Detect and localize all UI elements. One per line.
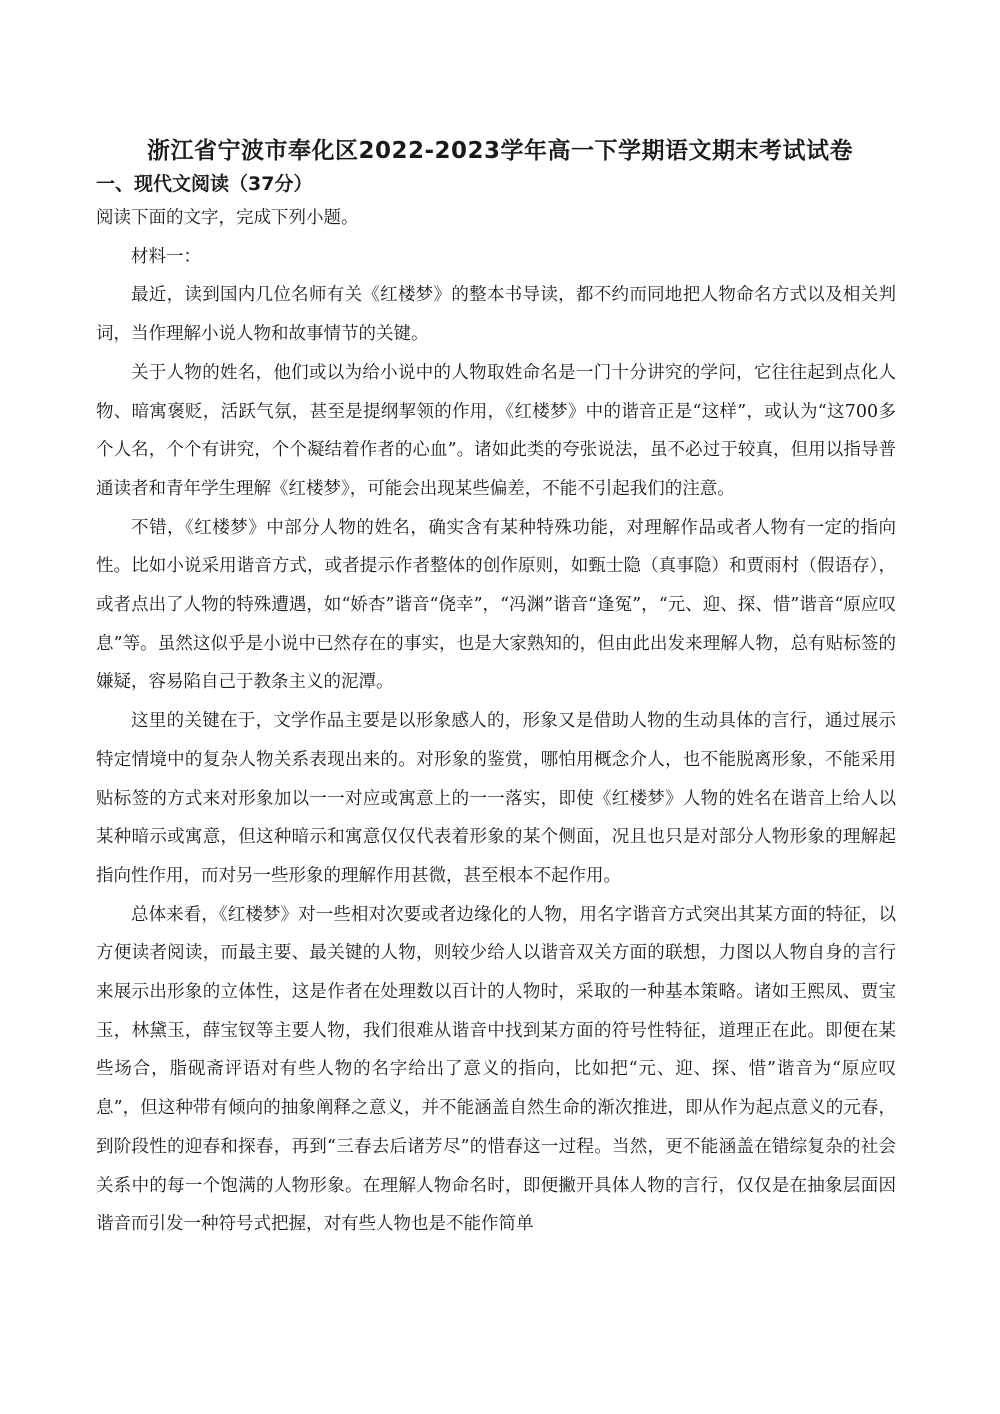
paragraph-2: 关于人物的姓名，他们或以为给小说中的人物取姓命名是一门十分讲究的学问，它往往起到点化人物、暗寓褒贬，活跃气氛，甚至是提纲挈领的作用，《红楼梦》中的谐音正是“这样”，或认为“这700多个人名，个个有讲究，个个凝结着作者的心血”。诸如此类的夸张说法，虽不必过于较真，但用以指导普通读者和青年学生理解《红楼梦》，可能会出现某些偏差，不能不引起我们的注意。 — [96, 362, 896, 499]
paragraph-1: 最近，读到国内几位名师有关《红楼梦》的整本书导读，都不约而同地把人物命名方式以及相关判词，当作理解小说人物和故事情节的关键。 — [96, 285, 896, 345]
document-title: 浙江省宁波市奉化区2022-2023学年高一下学期语文期末考试试卷 — [146, 138, 854, 164]
paragraph-3: 不错，《红楼梦》中部分人物的姓名，确实含有某种特殊功能，对理解作品或者人物有一定的指向性。比如小说采用谐音方式，或者提示作者整体的创作原则，如甄士隐（真事隐）和贾雨村（假语存），或者点出了人物的特殊遭遇，如“娇杏”谐音“侥幸”，“冯渊”谐音“逢冤”，“元、迎、探、惜”谐音“原应叹息”等。虽然这似乎是小说中已然存在的事实，也是大家熟知的，但由此出发来理解人物，总有贴标签的嫌疑，容易陷自己于教条主义的泥潭。 — [96, 517, 896, 693]
paragraph-4: 这里的关键在于，文学作品主要是以形象感人的，形象又是借助人物的生动具体的言行，通过展示特定情境中的复杂人物关系表现出来的。对形象的鉴赏，哪怕用概念介人，也不能脱离形象，不能采用贴标签的方式来对形象加以一一对应或寓意上的一一落实，即使《红楼梦》人物的姓名在谐音上给人以某种暗示或寓意，但这种暗示和寓意仅仅代表着形象的某个侧面，况且也只是对部分人物形象的理解起指向性作用，而对另一些形象的理解作用甚微，甚至根本不起作用。 — [96, 711, 896, 886]
instruction-text: 阅读下面的文字，完成下列小题。 — [96, 208, 359, 228]
material-label: 材料一： — [131, 246, 201, 267]
document-body — [96, 199, 896, 1244]
section-heading: 一、现代文阅读（37分） — [96, 173, 313, 195]
paragraph-5: 总体来看，《红楼梦》对一些相对次要或者边缘化的人物，用名字谐音方式突出其某方面的特征，以方便读者阅读，而最主要、最关键的人物，则较少给人以谐音双关方面的联想，力图以人物自身的言行来展示出形象的立体性，这是作者在处理数以百计的人物时，采取的一种基本策略。诸如王熙凤、贾宝玉，林黛玉，薛宝钗等主要人物，我们很难从谐音中找到某方面的符号性特征，道理正在此。即便在某些场合，脂砚斋评语对有些人物的名字给出了意义的指向，比如把“元、迎、探、惜”谐音为“原应叹息”，但这种带有倾向的抽象阐释之意义，并不能涵盖自然生命的渐次推进，即从作为起点意义的元春，到阶段性的迎春和探春，再到“三春去后诸芳尽”的惜春这一过程。当然，更不能涵盖在错综复杂的社会关系中的每一个饱满的人物形象。在理解人物命名时，即便撇开具体人物的言行，仅仅是在抽象层面因谐音而引发一种符号式把握，对有些人物也是不能作简单 — [96, 904, 896, 1235]
